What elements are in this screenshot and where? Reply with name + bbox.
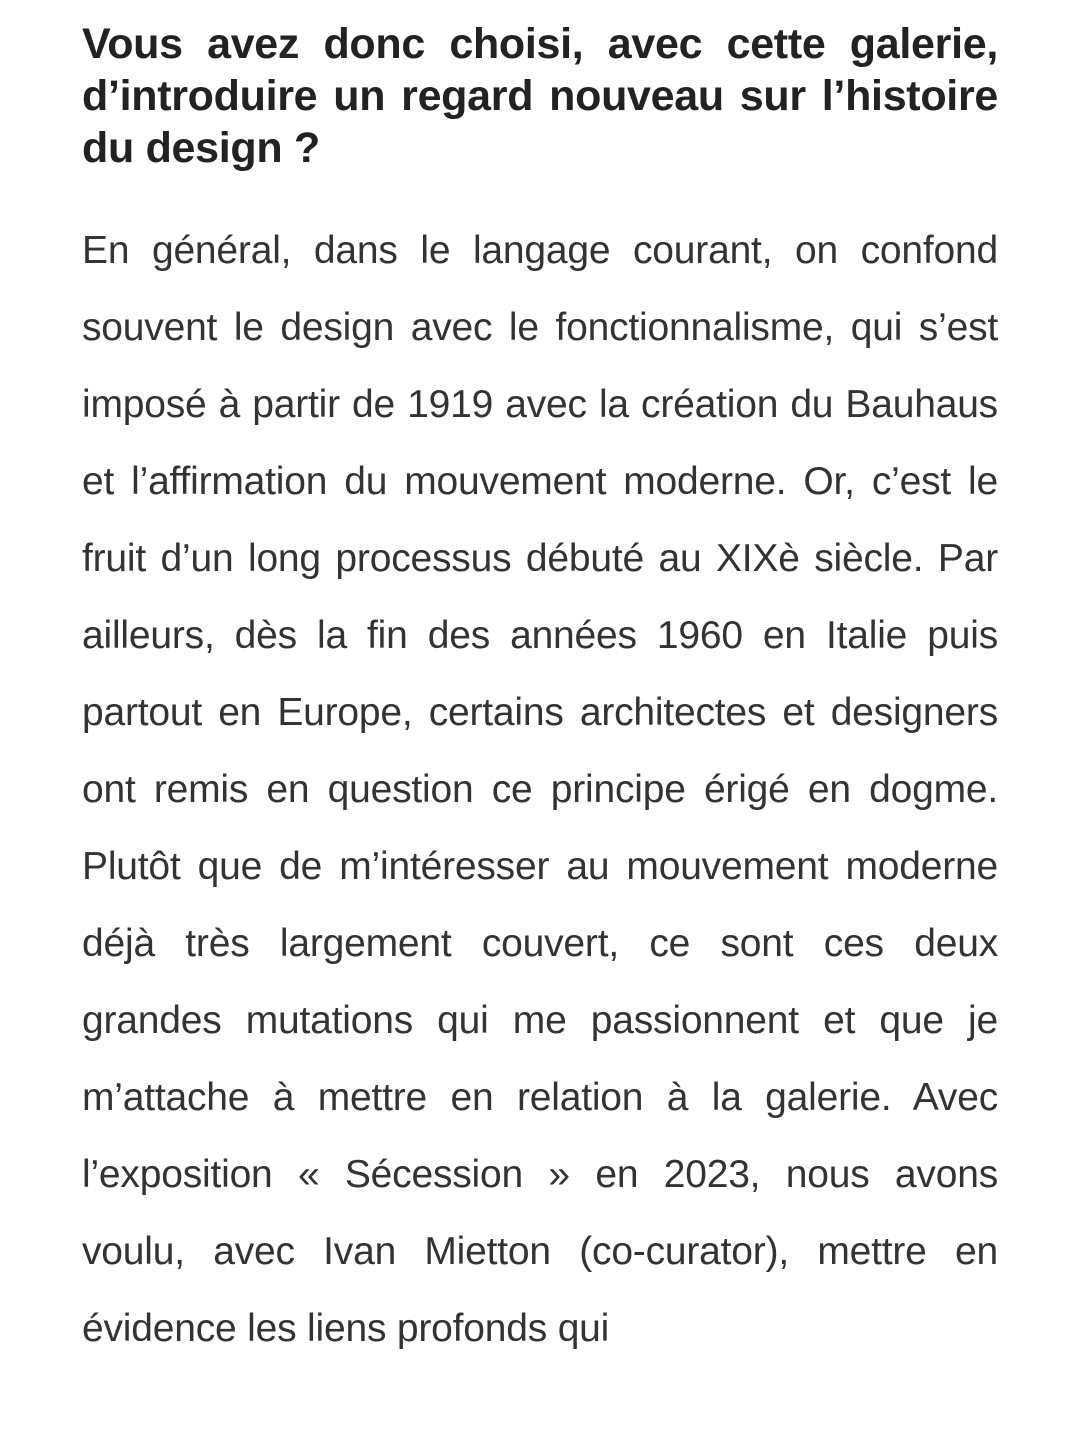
interview-question: Vous avez donc choisi, avec cette galerie, d’introduire un regard nouveau sur l’histoire du design ? bbox=[82, 20, 998, 172]
article-body bbox=[82, 18, 998, 1367]
interview-answer: En général, dans le langage courant, on confond souvent le design avec le fonctionnalisme, qui s’est imposé à partir de 1919 avec la création du Bauhaus et l’affirmation du mouvement moderne. Or, c’est le fruit d’un long processus débuté au XIXè siècle. Par ailleurs, dès la fin des années 1960 en Italie puis partout en Europe, certains architectes et designers ont remis en question ce principe érigé en dogme. Plutôt que de m’intéresser au mouvement moderne déjà très largement couvert, ce sont ces deux grandes mutations qui me passionnent et que je m’attache à mettre en relation à la galerie. Avec l’exposition « Sécession » en 2023, nous avons voulu, avec Ivan Mietton (co-curator), mettre en évidence les liens profonds qui bbox=[82, 229, 998, 1350]
